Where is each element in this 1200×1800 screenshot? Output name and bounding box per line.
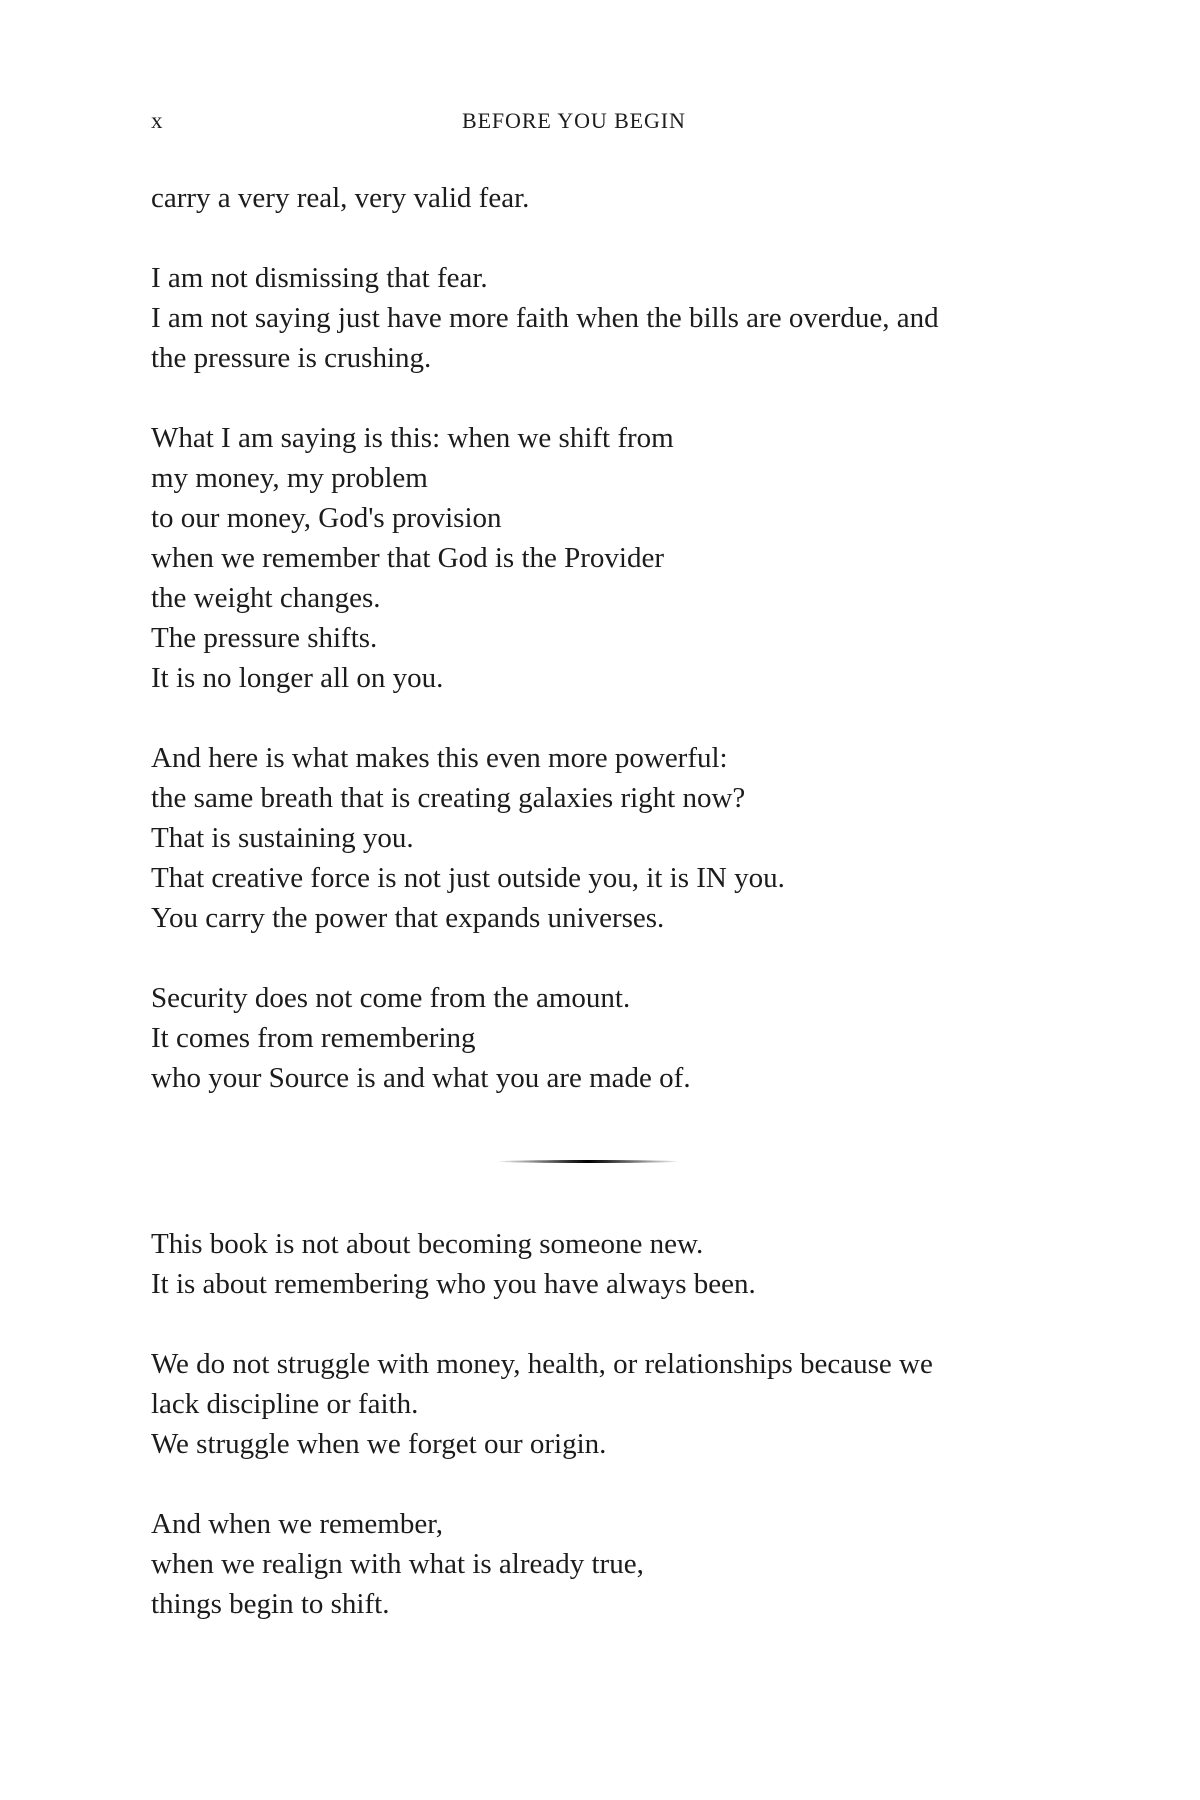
text-line: carry a very real, very valid fear. <box>151 182 530 214</box>
section-divider <box>498 1160 678 1163</box>
text-line: who your Source is and what you are made of. <box>151 1062 691 1094</box>
text-line: The pressure shifts. <box>151 622 378 654</box>
text-line: What I am saying is this: when we shift from <box>151 422 674 454</box>
text-line: It is about remembering who you have always been. <box>151 1268 756 1300</box>
text-line: We do not struggle with money, health, or relationships because we <box>151 1348 933 1380</box>
body-section-after-divider <box>151 1224 1111 1624</box>
text-line: You carry the power that expands universes. <box>151 902 665 934</box>
text-line: That is sustaining you. <box>151 822 414 854</box>
body-section-before-divider <box>151 178 1111 1098</box>
text-line: That creative force is not just outside you, it is IN you. <box>151 862 785 894</box>
paragraph <box>151 178 1111 218</box>
running-title: BEFORE YOU BEGIN <box>462 108 686 133</box>
text-line: And here is what makes this even more powerful: <box>151 742 728 774</box>
running-head <box>0 106 1200 136</box>
text-line: my money, my problem <box>151 462 428 494</box>
text-line: It comes from remembering <box>151 1022 476 1054</box>
text-line: We struggle when we forget our origin. <box>151 1428 607 1460</box>
paragraph <box>151 258 1111 378</box>
text-line: And when we remember, <box>151 1508 443 1540</box>
text-line: I am not saying just have more faith when the bills are overdue, and <box>151 302 939 334</box>
paragraph <box>151 418 1111 698</box>
paragraph <box>151 978 1111 1098</box>
paragraph <box>151 1224 1111 1304</box>
text-line: things begin to shift. <box>151 1588 390 1620</box>
text-line: Security does not come from the amount. <box>151 982 631 1014</box>
text-line: lack discipline or faith. <box>151 1388 419 1420</box>
text-line: I am not dismissing that fear. <box>151 262 488 294</box>
text-line: the same breath that is creating galaxies right now? <box>151 782 746 814</box>
paragraph <box>151 738 1111 938</box>
page-number: x <box>151 108 163 133</box>
paragraph <box>151 1504 1111 1624</box>
text-line: This book is not about becoming someone new. <box>151 1228 704 1260</box>
text-line: It is no longer all on you. <box>151 662 444 694</box>
text-line: the weight changes. <box>151 582 381 614</box>
text-line: when we realign with what is already true, <box>151 1548 644 1580</box>
text-line: when we remember that God is the Provider <box>151 542 664 574</box>
paragraph <box>151 1344 1111 1464</box>
text-line: the pressure is crushing. <box>151 342 432 374</box>
text-line: to our money, God's provision <box>151 502 502 534</box>
